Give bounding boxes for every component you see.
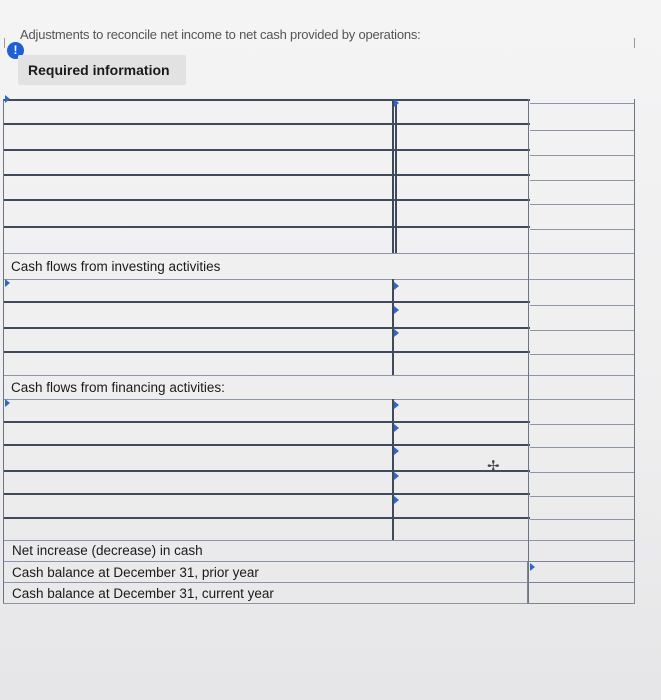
- operations-input-row[interactable]: [5, 202, 391, 225]
- investing-amount-input[interactable]: [398, 282, 527, 352]
- operations-input-row[interactable]: [5, 102, 391, 122]
- prior-balance-input[interactable]: [527, 561, 635, 583]
- required-information-label: Required information: [28, 62, 170, 78]
- current-balance-label: Cash balance at December 31, current year: [12, 586, 274, 601]
- top-cut-text: Adjustments to reconcile net income to net cash provided by operations:: [20, 28, 421, 42]
- top-right-tick: [634, 38, 635, 48]
- operations-input-row[interactable]: [5, 126, 391, 148]
- financing-input-row[interactable]: [5, 473, 391, 492]
- operations-input-row[interactable]: [5, 177, 391, 198]
- investing-input-row[interactable]: [5, 304, 391, 326]
- move-cursor-icon: ✢: [487, 458, 500, 475]
- alert-icon: !: [7, 42, 24, 59]
- operations-amount-input[interactable]: [398, 102, 527, 225]
- investing-input-row[interactable]: [5, 282, 391, 301]
- current-balance-input[interactable]: [527, 582, 635, 604]
- financing-amount-input[interactable]: [398, 402, 527, 516]
- financing-input-row[interactable]: [5, 447, 391, 469]
- financing-input-row[interactable]: [5, 402, 391, 420]
- investing-section-label: Cash flows from investing activities: [11, 259, 221, 274]
- investing-input-row[interactable]: [5, 330, 391, 350]
- operations-input-row[interactable]: [5, 152, 391, 173]
- financing-section-label: Cash flows from financing activities:: [11, 380, 225, 395]
- net-increase-label: Net increase (decrease) in cash: [12, 543, 203, 558]
- top-left-tick: [4, 38, 5, 48]
- prior-balance-label: Cash balance at December 31, prior year: [12, 565, 259, 580]
- financing-input-row[interactable]: [5, 496, 391, 516]
- required-information-tab[interactable]: [18, 55, 186, 85]
- financing-input-row[interactable]: [5, 424, 391, 443]
